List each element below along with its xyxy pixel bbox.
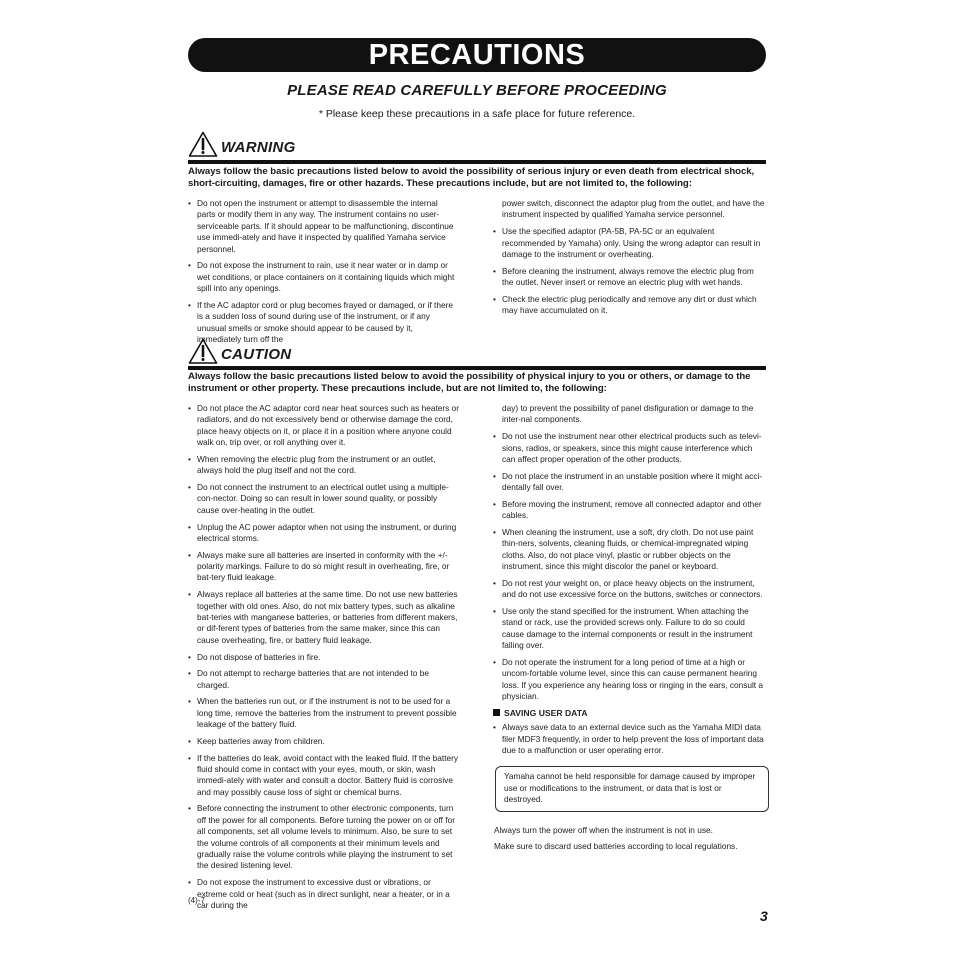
page-title: PRECAUTIONS	[368, 39, 586, 71]
list-item: • Do not operate the instrument for a long period of time at a high or uncom-fortable volume level, since this can cause permanent hearing loss. If you experience any hearing loss or ringing in the ears, consult a physician.	[493, 656, 764, 702]
bullet-icon: •	[493, 470, 496, 481]
list-item: • When the batteries run out, or if the instrument is not to be used for a long time, remove the batteries from the instrument to prevent possible leakage of the battery fluid.	[188, 696, 457, 730]
bullet-icon: •	[188, 299, 191, 310]
list-item: • Do not place the instrument in an unstable position where it might acci-dentally fall over.	[493, 470, 763, 493]
caution-triangle-icon	[188, 338, 218, 364]
bullet-icon: •	[188, 735, 191, 746]
warning-triangle-icon	[188, 131, 218, 157]
warning-left-list	[188, 198, 458, 345]
list-item: • Always make sure all batteries are inserted in conformity with the +/- polarity markings. Failure to do so might result in overheating, fire, or bat-tery fluid leakage.	[188, 549, 450, 583]
title-banner	[188, 38, 766, 72]
caution-rule	[188, 366, 766, 370]
bullet-icon: •	[493, 293, 496, 304]
list-item: • If the batteries do leak, avoid contact with the leaked fluid. If the battery fluid should come in contact with your eyes, mouth, or skin, wash immedi-ately with water and consult a doctor. Battery fluid is corrosive and may possibly cause loss of sight or chemical burns.	[188, 752, 459, 797]
warning-right-column	[493, 198, 765, 322]
list-item: • Before cleaning the instrument, always remove the electric plug from the outlet. Never insert or remove an electric plug with wet hands.	[493, 265, 754, 288]
bullet-icon: •	[188, 403, 191, 413]
list-item: • Use the specified adaptor (PA-5B, PA-5C or an equivalent recommended by Yamaha) only. Using the wrong adaptor can result in damage to the instrument or overheating.	[493, 226, 761, 259]
list-item: • If the AC adaptor cord or plug becomes frayed or damaged, or if there is a sudden loss of sound during use of the instrument, or if any unusual smells or smoke should appear to be caused by it, immediately turn off the	[188, 299, 453, 345]
caution-left-list	[188, 403, 460, 911]
bullet-icon: •	[493, 526, 496, 537]
warning-rule	[188, 160, 766, 164]
saving-list	[493, 722, 765, 756]
bullet-icon: •	[188, 589, 191, 600]
list-item: • Always save data to an external device such as the Yamaha MIDI data filer MDF3 frequently, in order to help prevent the loss of important data due to a malfunction or user operating error.	[493, 722, 764, 755]
warning-heading	[188, 131, 766, 157]
list-item: • When cleaning the instrument, use a soft, dry cloth. Do not use paint thin-ners, solvents, cleaning fluids, or chemical-impregnated wiping cloths. Also, do not place vinyl, plastic or rubber objects on the instrument, since this might discolor the panel or keyboard.	[493, 526, 754, 572]
caution-right-list	[493, 431, 765, 702]
warning-intro: Always follow the basic precautions listed below to avoid the possibility of serious injury or even death from electrical shock, short-circuiting, damages, fire or other hazards. These precautions include, but are not limited to, the following:	[188, 166, 755, 189]
page-number: 3	[760, 908, 768, 924]
list-item: • Do not dispose of batteries in fire.	[188, 651, 321, 662]
bullet-icon: •	[188, 198, 191, 208]
square-bullet-icon	[493, 709, 500, 716]
footer-code: (4)-7	[188, 896, 205, 905]
bullet-icon: •	[493, 265, 496, 276]
list-item: • Unplug the AC power adaptor when not using the instrument, or during electrical storms.	[188, 521, 457, 543]
bullet-icon: •	[188, 549, 191, 560]
subtitle: PLEASE READ CAREFULLY BEFORE PROCEEDING	[287, 82, 667, 99]
bullet-icon: •	[188, 877, 191, 888]
bullet-icon: •	[493, 605, 496, 616]
list-item: • Keep batteries away from children.	[188, 735, 325, 746]
bullet-icon: •	[188, 521, 191, 532]
bullet-icon: •	[493, 431, 496, 442]
list-item: • Before moving the instrument, remove all connected adaptor and other cables.	[493, 498, 762, 521]
list-item: • Check the electric plug periodically and remove any dirt or dust which may have accumulated on it.	[493, 293, 757, 316]
list-item: • Do not use the instrument near other electrical products such as televi-sions, radios, or speakers, since this might cause interference which can affect proper operation of the other products.	[493, 431, 762, 464]
final-note: Always turn the power off when the instrument is not in use.	[494, 824, 713, 835]
continued-text: power switch, disconnect the adaptor plug from the outlet, and have the instrument inspected by qualified Yamaha service personnel.	[502, 198, 765, 220]
list-item: • Do not expose the instrument to excessive dust or vibrations, or extreme cold or heat (such as in direct sunlight, near a heater, or in a car during the	[188, 877, 450, 910]
list-item: • Do not rest your weight on, or place heavy objects on the instrument, and do not use excessive force on the buttons, switches or connectors.	[493, 577, 763, 600]
warning-left-column	[188, 198, 458, 351]
bullet-icon: •	[188, 651, 191, 662]
bullet-icon: •	[188, 482, 191, 493]
bullet-icon: •	[493, 656, 496, 667]
continued-text: day) to prevent the possibility of panel disfiguration or damage to the inter-nal components.	[502, 403, 754, 425]
list-item: • Do not connect the instrument to an electrical outlet using a multiple-con-nector. Doing so can result in lower sound quality, or possibly cause over-heating in the outlet.	[188, 482, 449, 515]
list-item: • Do not attempt to recharge batteries that are not intended to be charged.	[188, 668, 430, 690]
caution-right-column	[493, 403, 765, 857]
bullet-icon: •	[188, 803, 191, 814]
list-item: • Use only the stand specified for the instrument. When attaching the stand or rack, use the provided screws only. Failure to do so could cause damage to the internal components or result in the instrument falling over.	[493, 605, 753, 651]
bullet-icon: •	[188, 752, 191, 763]
list-item: • Do not open the instrument or attempt to disassemble the internal parts or modify them in any way. The instrument contains no user-serviceable parts. If it should appear to be malfunctioning, discontinue use immedi-ately and have it inspected by qualified Yamaha service personnel.	[188, 198, 454, 254]
list-item: • Do not place the AC adaptor cord near heat sources such as heaters or radiators, and do not excessively bend or otherwise damage the cord, place heavy objects on it, or place it in a position where anyone could walk on, trip over, or roll anything over it.	[188, 403, 459, 448]
bullet-icon: •	[493, 226, 496, 237]
caution-label: CAUTION	[221, 346, 292, 363]
caution-heading	[188, 338, 766, 364]
caution-left-column	[188, 403, 460, 917]
warning-right-list	[493, 226, 765, 316]
bullet-icon: •	[188, 668, 191, 679]
bullet-icon: •	[493, 722, 496, 733]
keep-note: * Please keep these precautions in a safe place for future reference.	[318, 108, 636, 120]
bullet-icon: •	[188, 260, 191, 271]
bullet-icon: •	[188, 453, 191, 464]
bullet-icon: •	[188, 696, 191, 707]
list-item: • Do not expose the instrument to rain, use it near water or in damp or wet conditions, or place containers on it containing liquids which might spill into any openings.	[188, 260, 455, 294]
bullet-icon: •	[493, 577, 496, 588]
saving-user-data-heading: SAVING USER DATA	[493, 708, 765, 719]
list-item: • When removing the electric plug from the instrument or an outlet, always hold the plug itself and not the cord.	[188, 453, 436, 476]
caution-intro: Always follow the basic precautions listed below to avoid the possibility of physical injury to you or others, or damage to the instrument or other property. These precautions include, but are not limited to, the following:	[188, 371, 751, 394]
warning-label: WARNING	[221, 139, 296, 156]
bullet-icon: •	[493, 498, 496, 509]
list-item: • Before connecting the instrument to other electronic components, turn off the power for all components. Before turning the power on or off for all components, set all volume levels to minimum. Also, be sure to set the volume controls of all components at their minimum levels and gradually raise the volume controls while playing the instrument to set the desired listening level.	[188, 803, 455, 871]
list-item: • Always replace all batteries at the same time. Do not use new batteries together with old ones. Also, do not mix battery types, such as alkaline bat-teries with manganese batteries, or batteries from different makers, or dif-ferent types of batteries from the same maker, since this can cause overheating, fire, or battery fluid leakage.	[188, 589, 458, 645]
final-note: Make sure to discard used batteries according to local regulations.	[494, 840, 738, 851]
disclaimer-box: Yamaha cannot be held responsible for damage caused by improper use or modifications to the instrument, or data that is lost or destroyed.	[495, 766, 769, 811]
